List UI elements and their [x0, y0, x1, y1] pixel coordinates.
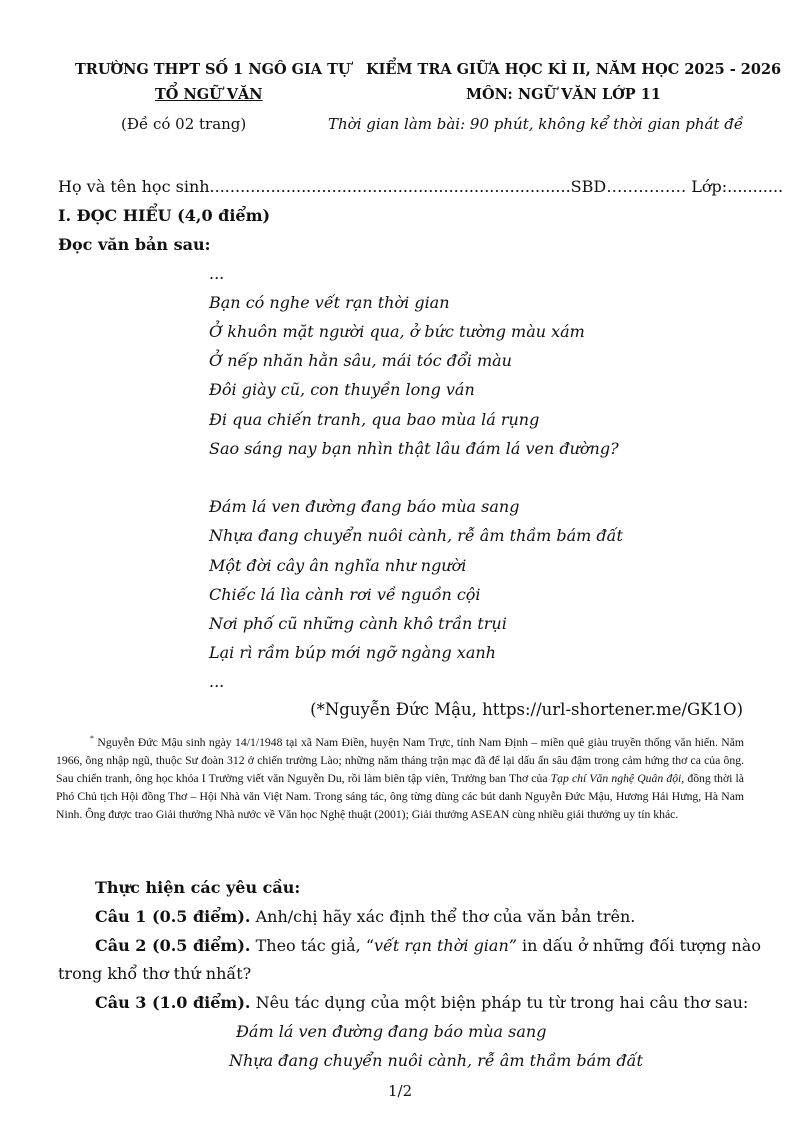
poem-line: Nơi phố cũ những cành khô trần trụi [209, 614, 507, 633]
poem-line: Một đời cây ân nghĩa như người [209, 556, 467, 575]
poem-ellipsis-bottom: ... [209, 672, 225, 691]
poem-line: Nhựa đang chuyển nuôi cành, rễ âm thầm bám đất [209, 526, 623, 545]
question-3-verse-1: Đám lá ven đường đang báo mùa sang [236, 1022, 547, 1041]
question-2 [95, 936, 761, 955]
question-2-continuation: trong khổ thơ thứ nhất? [58, 964, 252, 983]
reading-instruction: Đọc văn bản sau: [58, 235, 211, 254]
page-number: 1/2 [388, 1082, 413, 1100]
question-3-verse-2: Nhựa đang chuyển nuôi cành, rễ âm thầm bám đất [229, 1051, 643, 1070]
poem-line: Đi qua chiến tranh, qua bao mùa lá rụng [209, 410, 540, 429]
question-2-text: Theo tác giả, “ [250, 936, 375, 955]
magazine-name: Tạp chí Văn nghệ Quân đội [550, 772, 682, 786]
question-2-quote: vết rạn thời gian” [374, 936, 517, 955]
question-1-label: Câu 1 (0.5 điểm). [95, 907, 251, 926]
question-1-text: Anh/chị hãy xác định thể thơ của văn bản trên. [250, 907, 636, 926]
exam-title: KIỂM TRA GIỮA HỌC KÌ II, NĂM HỌC 2025 - 2026 [366, 61, 782, 78]
question-2-label: Câu 2 (0.5 điểm). [95, 936, 251, 955]
question-3-text: Nêu tác dụng của một biện pháp tu từ trong hai câu thơ sau: [250, 993, 749, 1012]
poem-ellipsis-top: ... [209, 264, 225, 283]
department-name: TỔ NGỮ VĂN [155, 86, 263, 103]
student-info-line: Họ và tên học sinh.......................................................................SBD…………… Lớp:........... [58, 177, 784, 196]
poem-line: Ở nếp nhăn hằn sâu, mái tóc đổi màu [209, 351, 512, 370]
poem-line: Chiếc lá lìa cành rơi về nguồn cội [209, 585, 481, 604]
poem-line: Bạn có nghe vết rạn thời gian [209, 293, 450, 312]
poem-line: Lại rì rầm búp mới ngỡ ngàng xanh [209, 643, 496, 662]
question-3-label: Câu 3 (1.0 điểm). [95, 993, 251, 1012]
school-name: TRƯỜNG THPT SỐ 1 NGÔ GIA TỰ [75, 61, 351, 78]
pages-note: (Đề có 02 trang) [121, 115, 247, 133]
question-3 [95, 993, 748, 1012]
section-title: I. ĐỌC HIỂU (4,0 điểm) [58, 206, 271, 225]
poem-line: Đôi giày cũ, con thuyền long ván [209, 380, 475, 399]
author-note [56, 730, 744, 824]
poem-line: Ở khuôn mặt người qua, ở bức tường màu xám [209, 322, 585, 341]
author-note-text: Nguyễn Đức Mậu sinh ngày 14/1/1948 tại xã Nam Điền, huyện Nam Trực, tỉnh Nam Định – miền quê giàu truyền thống văn hiến. Năm 1966, ông nhập ngũ, thuộc Sư đoàn 312 ở chiến trường Lào; những năm tháng trận mạc đã để lại dấu ấn sâu đậm trong cảm hứng thơ ca của ông. Sau chiến tranh, ông học khóa I Trường viết văn Nguyễn Du, rồi làm biên tập viên, Trưởng ban Thơ của [56, 735, 745, 786]
exam-subject: MÔN: NGỮ VĂN LỚP 11 [466, 86, 661, 103]
poem-line: Sao sáng nay bạn nhìn thật lâu đám lá ven đường? [209, 439, 619, 458]
author-note-text-end: , đồng thời là Phó Chủ tịch Hội đồng Thơ – Hội Nhà văn Việt Nam. Trong sáng tác, ông từng dùng các bút danh Nguyễn Đức Mậu, Hương Hải Hưng, Hà Nam Ninh. Ông được trao Giải thưởng Nhà nước về Văn học Nghệ thuật (2001); Giải thưởng ASEAN cùng nhiều giải thưởng uy tín khác. [56, 772, 744, 822]
time-note: Thời gian làm bài: 90 phút, không kể thời gian phát đề [328, 115, 744, 133]
question-2-text-b: in dấu ở những đối tượng nào [516, 936, 761, 955]
question-1 [95, 907, 635, 926]
poem-source: (*Nguyễn Đức Mậu, https://url-shortener.me/GK1O) [310, 700, 743, 719]
footnote-mark: * [90, 734, 94, 743]
poem-line: Đám lá ven đường đang báo mùa sang [209, 497, 520, 516]
tasks-heading: Thực hiện các yêu cầu: [95, 878, 301, 897]
